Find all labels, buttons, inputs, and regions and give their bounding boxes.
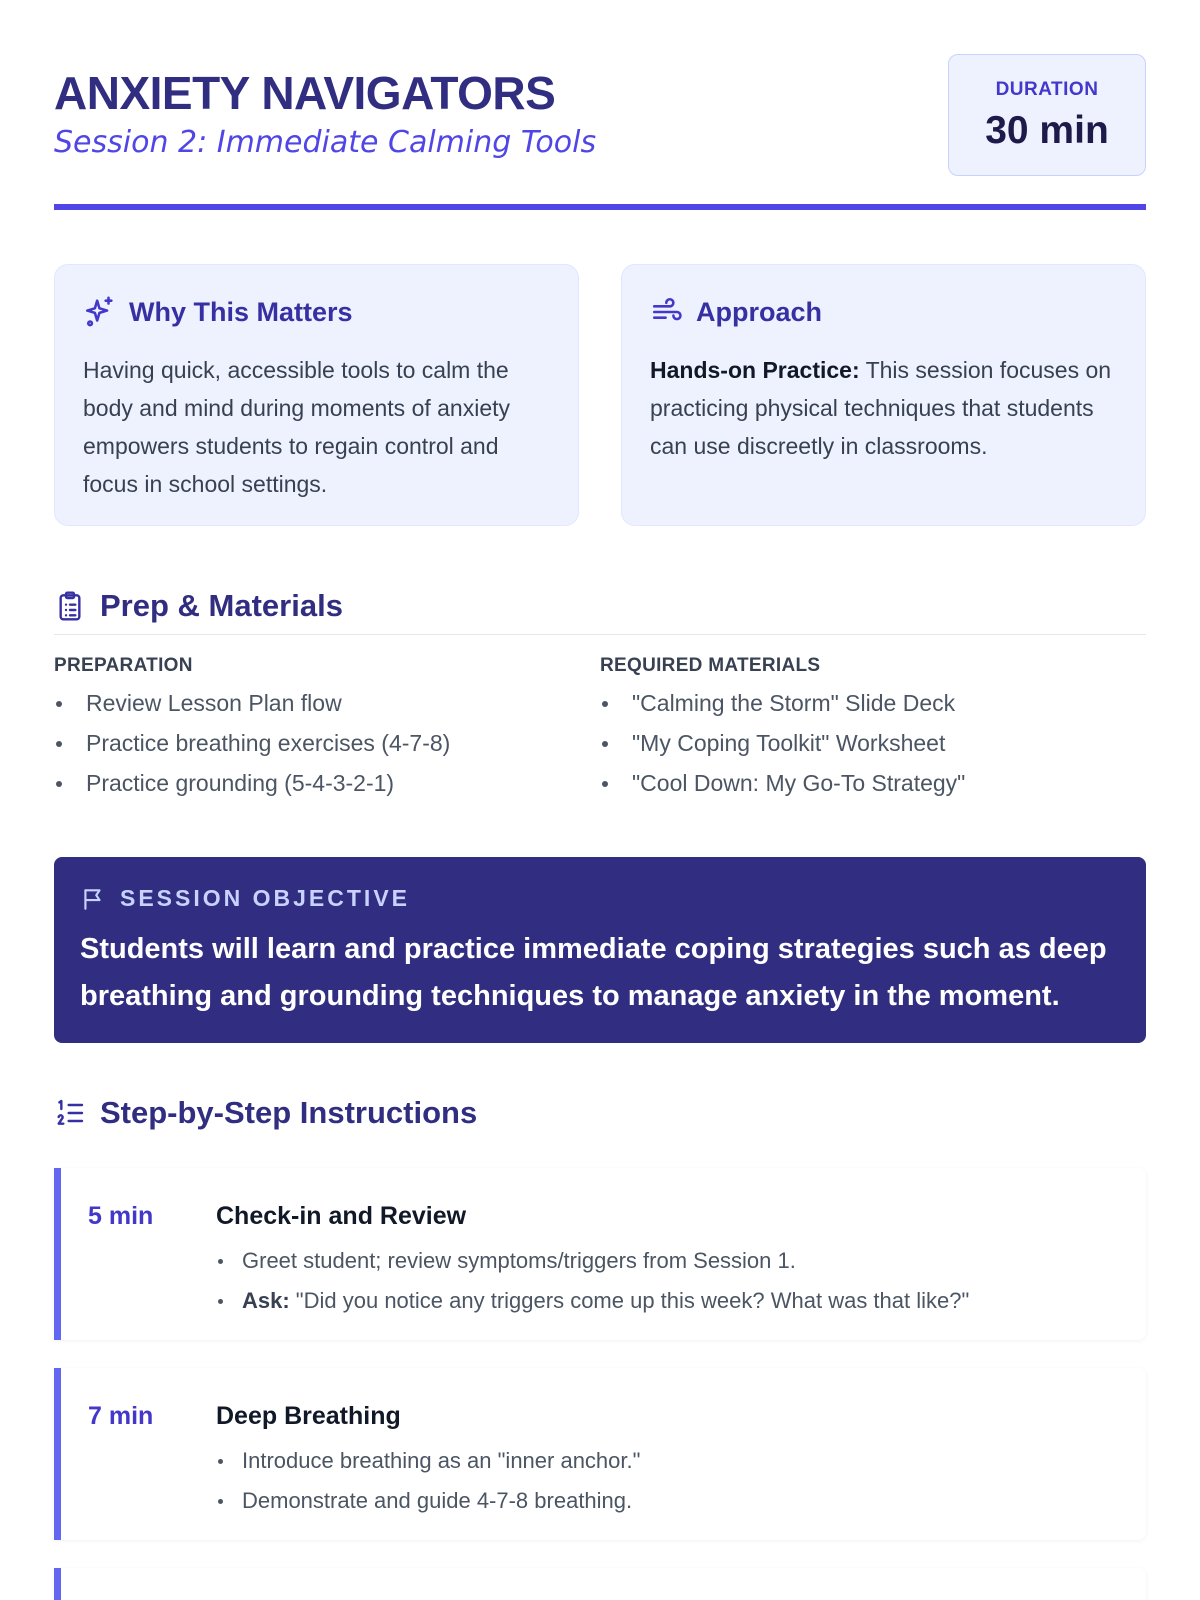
list-item: "Calming the Storm" Slide Deck	[600, 683, 1146, 723]
list-ordered-icon	[54, 1097, 86, 1129]
step-card-partial	[54, 1568, 1146, 1600]
steps-section-title: Step-by-Step Instructions	[100, 1095, 478, 1130]
step-card	[54, 1168, 1146, 1340]
preparation-column	[54, 655, 600, 803]
why-card-header	[83, 295, 550, 329]
step-body	[216, 1168, 1146, 1340]
list-item	[216, 1481, 1146, 1521]
list-item: "Cool Down: My Go-To Strategy"	[600, 763, 1146, 803]
step-title: Check-in and Review	[216, 1202, 467, 1230]
list-item: Practice grounding (5-4-3-2-1)	[54, 763, 600, 803]
page-subtitle: Session 2: Immediate Calming Tools	[54, 125, 597, 160]
step-bullet-text: "Did you notice any triggers come up this week? What was that like?"	[289, 1288, 970, 1313]
list-item: "My Coping Toolkit" Worksheet	[600, 723, 1146, 763]
sparkles-icon	[83, 295, 117, 329]
objective-header	[80, 885, 1120, 912]
list-item	[216, 1441, 1146, 1481]
header	[54, 0, 1146, 210]
step-bullet-text: Introduce breathing as an "inner anchor."	[242, 1448, 641, 1473]
step-bullets	[216, 1441, 1146, 1521]
preparation-label: PREPARATION	[54, 655, 193, 676]
step-card	[54, 1368, 1146, 1540]
step-bullet-lead: Ask:	[242, 1288, 290, 1313]
steps-section-header	[54, 1095, 1146, 1131]
materials-list	[600, 683, 1146, 803]
objective-text: Students will learn and practice immediate coping strategies such as deep breathing and grounding techniques to manage anxiety in the moment.	[80, 933, 1107, 1012]
preparation-list	[54, 683, 600, 803]
page-title: ANXIETY NAVIGATORS	[54, 67, 556, 119]
step-bullet-text: Greet student; review symptoms/triggers from Session 1.	[242, 1248, 796, 1273]
session-objective-banner	[54, 857, 1146, 1043]
step-title: Deep Breathing	[216, 1402, 401, 1430]
list-item	[216, 1241, 1146, 1281]
step-time: 5 min	[88, 1202, 154, 1230]
list-item: Practice breathing exercises (4-7-8)	[54, 723, 600, 763]
approach-card-header	[650, 295, 1117, 329]
materials-column	[600, 655, 1146, 803]
approach-body: This session focuses on practicing physical techniques that students can use discreetly in classrooms.	[650, 357, 1112, 459]
materials-label: REQUIRED MATERIALS	[600, 655, 821, 676]
prep-section-title: Prep & Materials	[100, 587, 343, 623]
step-body	[216, 1368, 1146, 1540]
prep-columns	[54, 655, 1146, 803]
list-item	[216, 1281, 1146, 1321]
why-card-title: Why This Matters	[129, 296, 353, 327]
wind-icon	[650, 295, 684, 329]
step-time: 7 min	[88, 1402, 154, 1430]
approach-card-title: Approach	[696, 296, 823, 327]
flag-icon	[80, 886, 106, 912]
clipboard-icon	[54, 590, 86, 622]
approach-lead: Hands-on Practice:	[650, 357, 860, 383]
info-cards	[54, 264, 1146, 526]
duration-label: DURATION	[995, 79, 1099, 100]
list-item: Review Lesson Plan flow	[54, 683, 600, 723]
duration-value: 30 min	[985, 109, 1109, 152]
step-bullets	[216, 1241, 1146, 1321]
why-card-text: Having quick, accessible tools to calm the body and mind during moments of anxiety empowers students to regain control and focus in school settings.	[83, 357, 511, 497]
step-bullet-text: Demonstrate and guide 4-7-8 breathing.	[242, 1488, 633, 1513]
duration-badge	[948, 54, 1146, 176]
approach-card	[621, 264, 1146, 526]
prep-section-header	[54, 585, 1146, 635]
approach-card-text	[650, 351, 1117, 465]
objective-label: SESSION OBJECTIVE	[120, 885, 411, 911]
why-card	[54, 264, 579, 526]
